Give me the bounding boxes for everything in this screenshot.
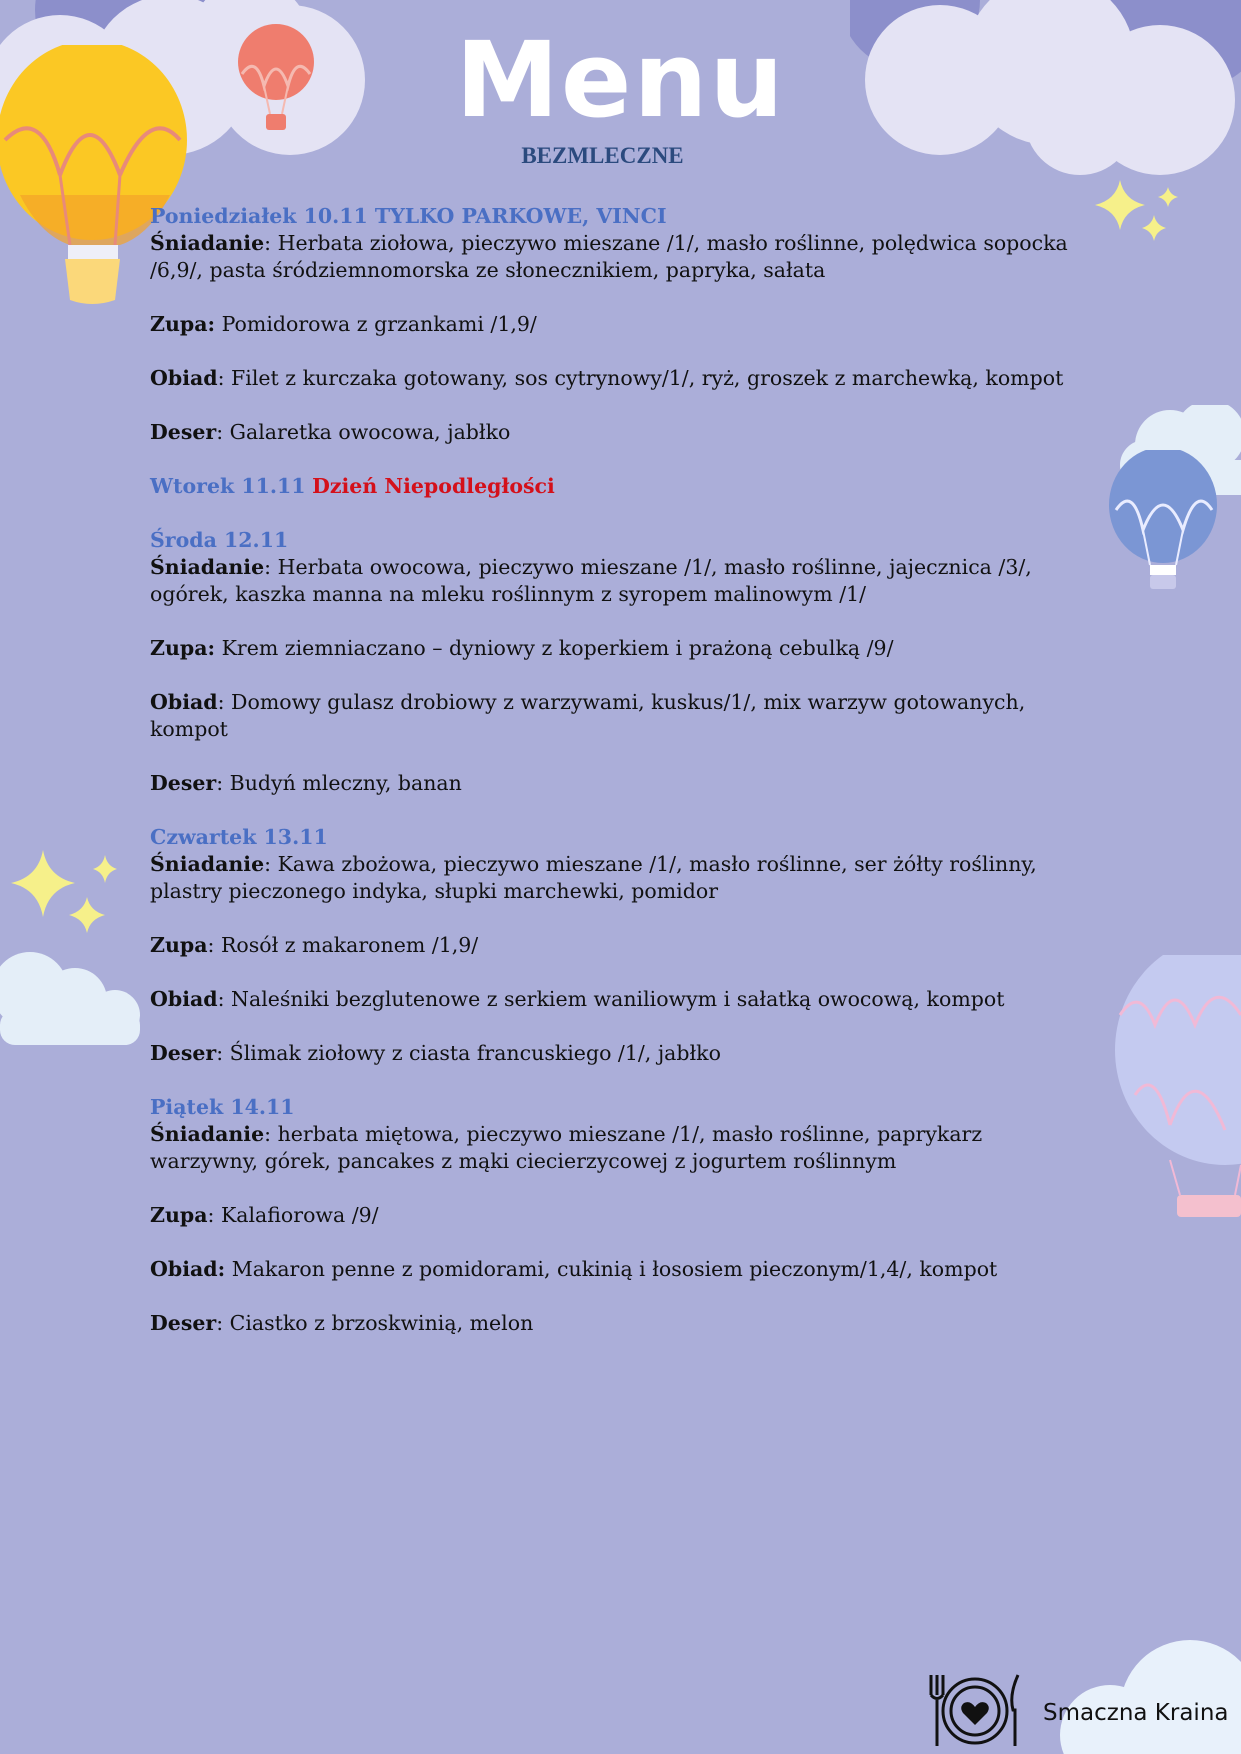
meal-item: Deser: Ślimak ziołowy z ciasta francuskiego /1/, jabłko bbox=[150, 1041, 721, 1065]
meal-item: Zupa: Pomidorowa z grzankami /1,9/ bbox=[150, 312, 537, 336]
plate-heart-cutlery-icon bbox=[925, 1670, 1025, 1750]
left-cloud-icon bbox=[0, 950, 145, 1050]
brand-name: Smaczna Kraina bbox=[1043, 1700, 1229, 1726]
meal-item: Zupa: Krem ziemniaczano – dyniowy z koperkiem i prażoną cebulką /9/ bbox=[150, 636, 894, 660]
pink-balloon-icon bbox=[1115, 955, 1241, 1220]
menu-content bbox=[150, 203, 1095, 1337]
meal-item: Zupa: Rosół z makaronem /1,9/ bbox=[150, 933, 479, 957]
holiday-note: Dzień Niepodległości bbox=[312, 474, 555, 498]
meal-item: Deser: Budyń mleczny, banan bbox=[150, 771, 462, 795]
meal-item: Obiad: Naleśniki bezglutenowe z serkiem waniliowym i sałatką owocową, kompot bbox=[150, 987, 1005, 1011]
meal-item: Śniadanie: herbata miętowa, pieczywo mieszane /1/, masło roślinne, paprykarz warzywny, górek, pancakes z mąki ciecierzycowej z jogurtem roślinnym bbox=[150, 1122, 983, 1173]
meal-item: Deser: Galaretka owocowa, jabłko bbox=[150, 420, 511, 444]
meal-item: Zupa: Kalafiorowa /9/ bbox=[150, 1203, 379, 1227]
meal-item: Obiad: Domowy gulasz drobiowy z warzywami, kuskus/1/, mix warzyw gotowanych, kompot bbox=[150, 690, 1026, 741]
meal-item: Śniadanie: Herbata ziołowa, pieczywo mieszane /1/, masło roślinne, polędwica sopocka /6,9/, pasta śródziemnomorska ze słonecznikiem, papryka, sałata bbox=[150, 231, 1068, 282]
day-heading: Wtorek 11.11 Dzień Niepodległości bbox=[150, 474, 555, 498]
meal-item: Obiad: Makaron penne z pomidorami, cukinią i łososiem pieczonym/1,4/, kompot bbox=[150, 1257, 998, 1281]
blue-balloon-icon bbox=[1108, 450, 1220, 600]
stars-left-icon bbox=[5, 845, 125, 945]
day-heading: Czwartek 13.11 bbox=[150, 825, 328, 849]
stars-top-right-icon bbox=[1090, 175, 1190, 255]
meal-item: Śniadanie: Kawa zbożowa, pieczywo mieszane /1/, masło roślinne, ser żółty roślinny, plastry pieczonego indyka, słupki marchewki, pomidor bbox=[150, 852, 1037, 903]
bottom-right-cloud-icon bbox=[1030, 1640, 1241, 1754]
meal-item: Obiad: Filet z kurczaka gotowany, sos cytrynowy/1/, ryż, groszek z marchewką, kompot bbox=[150, 366, 1064, 390]
meal-item: Śniadanie: Herbata owocowa, pieczywo mieszane /1/, masło roślinne, jajecznica /3/, ogórek, kaszka manna na mleku roślinnym z syropem malinowym /1/ bbox=[150, 555, 1032, 606]
day-heading: Poniedziałek 10.11 TYLKO PARKOWE, VINCI bbox=[150, 204, 667, 228]
page-subtitle: BEZMLECZNE bbox=[521, 143, 684, 168]
meal-item: Deser: Ciastko z brzoskwinią, melon bbox=[150, 1311, 534, 1335]
day-heading: Środa 12.11 bbox=[150, 528, 289, 552]
page-title: Menu bbox=[455, 19, 786, 141]
day-heading: Piątek 14.11 bbox=[150, 1095, 295, 1119]
